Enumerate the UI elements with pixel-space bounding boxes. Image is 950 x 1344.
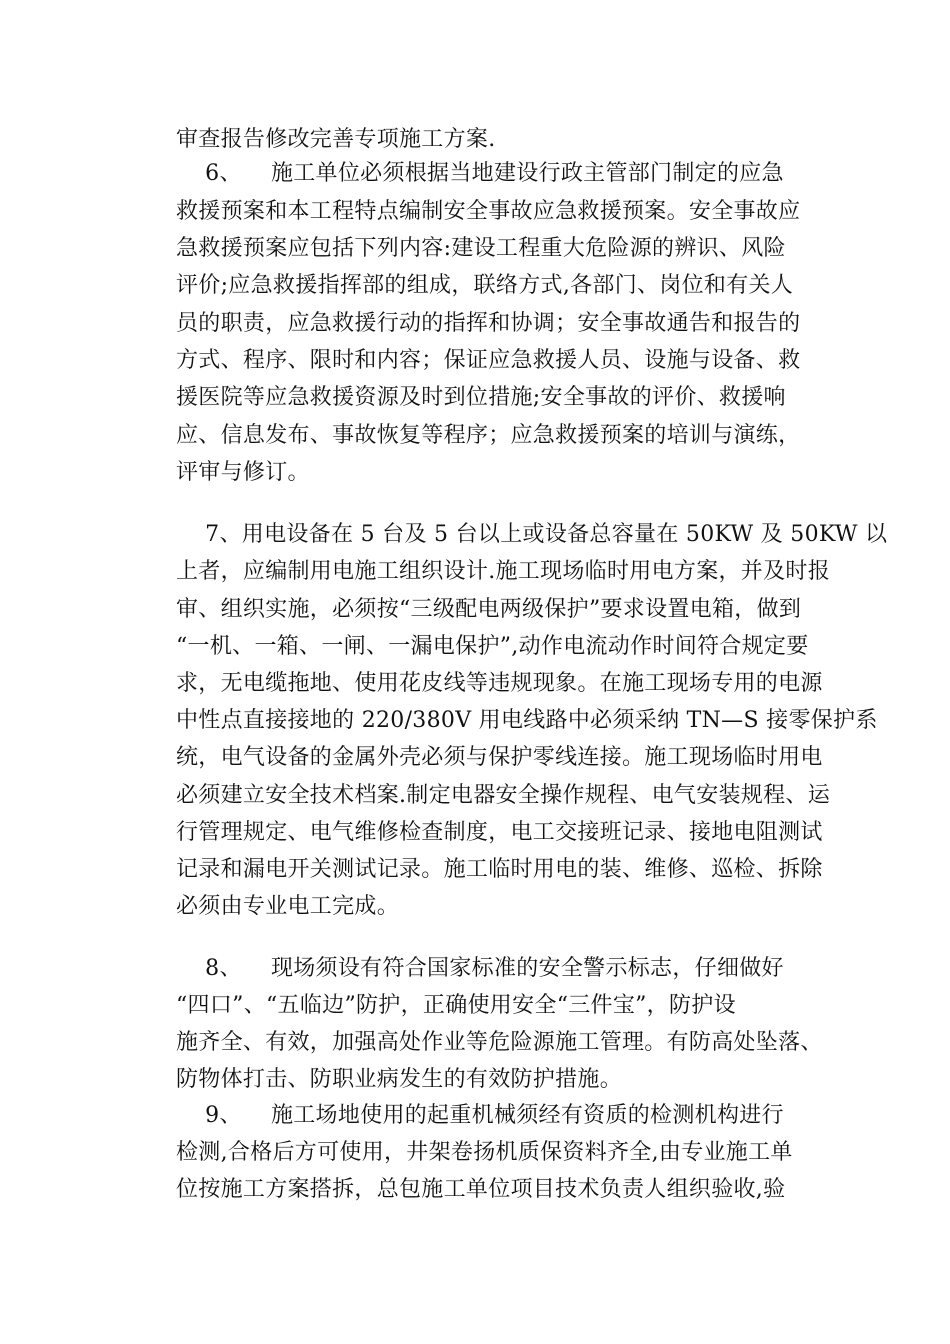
text-line: “四口”、“五临边”防护，正确使用安全“三件宝”，防护设 xyxy=(176,993,736,1018)
text-line: 7、用电设备在 5 台及 5 台以上或设备总容量在 50KW 及 50KW 以 xyxy=(176,522,888,547)
text-line: 救援预案和本工程特点编制安全事故应急救援预案。安全事故应 xyxy=(176,199,801,224)
text-line: 上者，应编制用电施工组织设计.施工现场临时用电方案，并及时报 xyxy=(176,559,830,584)
text-line: 9、 施工场地使用的起重机械须经有资质的检测机构进行 xyxy=(176,1103,784,1128)
text-line: 评审与修订。 xyxy=(176,460,310,485)
text-line: 援医院等应急救援资源及时到位措施;安全事故的评价、救援响 xyxy=(176,385,786,410)
text-line: 记录和漏电开关测试记录。施工临时用电的装、维修、巡检、拆除 xyxy=(176,857,823,882)
text-line: 求，无电缆拖地、使用花皮线等违规现象。在施工现场专用的电源 xyxy=(176,671,823,696)
text-line: 评价;应急救援指挥部的组成，联络方式,各部门、岗位和有关人 xyxy=(176,273,794,298)
text-line: 员的职责，应急救援行动的指挥和协调；安全事故通告和报告的 xyxy=(176,311,801,336)
text-line: 检测,合格后方可使用，井架卷扬机质保资料齐全,由专业施工单 xyxy=(176,1140,793,1165)
text-line: 必须建立安全技术档案.制定电器安全操作规程、电气安装规程、运 xyxy=(176,783,830,808)
text-line: 施齐全、有效，加强高处作业等危险源施工管理。有防高处坠落、 xyxy=(176,1030,823,1055)
text-line: 防物体打击、防职业病发生的有效防护措施。 xyxy=(176,1067,623,1092)
text-line: 审查报告修改完善专项施工方案. xyxy=(176,127,496,152)
text-line: 6、 施工单位必须根据当地建设行政主管部门制定的应急 xyxy=(176,161,784,186)
text-line: 行管理规定、电气维修检查制度，电工交接班记录、接地电阻测试 xyxy=(176,820,823,845)
text-line: 审、组织实施，必须按“三级配电两级保护”要求设置电箱，做到 xyxy=(176,597,802,622)
text-line: 统，电气设备的金属外壳必须与保护零线连接。施工现场临时用电 xyxy=(176,745,823,770)
text-line: 应、信息发布、事故恢复等程序；应急救援预案的培训与演练， xyxy=(176,423,801,448)
text-line: “一机、一箱、一闸、一漏电保护”,动作电流动作时间符合规定要 xyxy=(176,634,809,659)
text-line: 急救援预案应包括下列内容:建设工程重大危险源的辨识、风险 xyxy=(176,236,786,261)
text-line: 方式、程序、限时和内容；保证应急救援人员、设施与设备、救 xyxy=(176,348,801,373)
text-line: 必须由专业电工完成。 xyxy=(176,894,400,919)
text-line: 8、 现场须设有符合国家标准的安全警示标志，仔细做好 xyxy=(176,956,784,981)
text-line: 中性点直接接地的 220/380V 用电线路中必须采纳 TN—S 接零保护系 xyxy=(176,708,878,733)
text-line: 位按施工方案搭拆，总包施工单位项目技术负责人组织验收,验 xyxy=(176,1177,786,1202)
